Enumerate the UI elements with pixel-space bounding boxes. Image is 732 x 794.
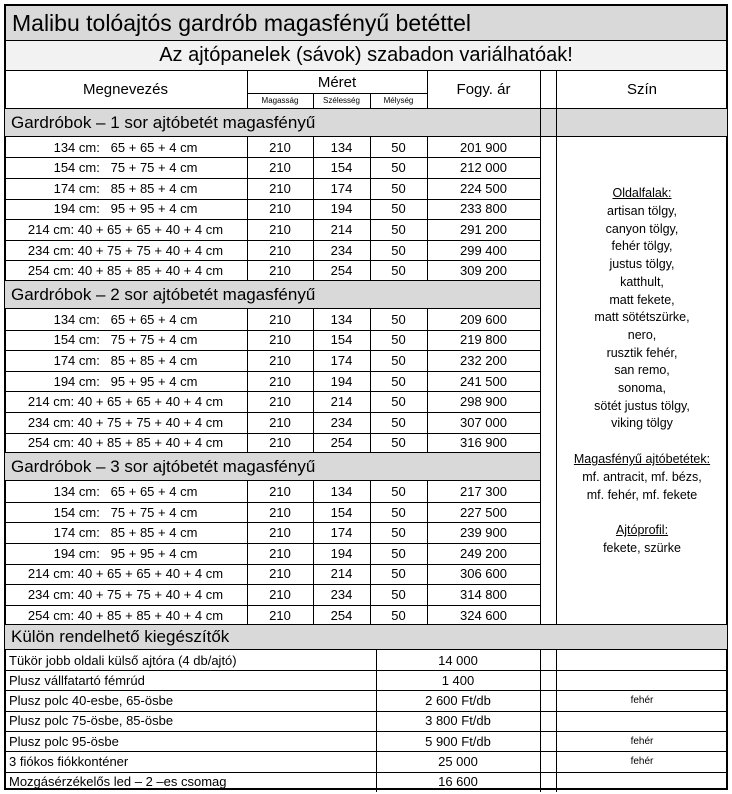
- grid-line: [376, 752, 377, 772]
- grid-line: [247, 240, 248, 260]
- row-width: 174: [330, 180, 353, 196]
- accessory-name: Tükör jobb oldali külső ajtóra (4 db/ajtó): [9, 652, 237, 668]
- row-height: 210: [269, 545, 291, 561]
- sidewall-option: sonoma,: [618, 381, 666, 396]
- row-price: 324 600: [460, 607, 507, 623]
- sidewall-option: sötét justus tölgy,: [594, 398, 690, 413]
- grid-line: [313, 219, 314, 239]
- accessory-name: Plusz polc 95-ösbe: [9, 733, 119, 749]
- accessory-name: Plusz polc 40-esbe, 65-ösbe: [9, 693, 174, 709]
- grid-line: [4, 280, 540, 281]
- grid-line: [370, 543, 371, 563]
- accessory-price: 16 600: [438, 774, 478, 790]
- header-color: Szín: [626, 81, 657, 98]
- grid-line: [427, 502, 428, 522]
- sidewall-option: viking tölgy: [611, 416, 673, 431]
- grid-line: [556, 691, 557, 711]
- accessory-color: fehér: [630, 695, 654, 707]
- row-depth: 50: [391, 373, 406, 389]
- accessory-color: [556, 650, 728, 670]
- grid-line: [427, 481, 428, 501]
- grid-line: [370, 219, 371, 239]
- grid-line: [370, 584, 371, 604]
- sidewall-option: matt sötétszürke,: [594, 310, 690, 325]
- grid-line: [427, 199, 428, 219]
- grid-line: [427, 433, 428, 453]
- grid-line: [370, 330, 371, 350]
- grid-line: [376, 772, 377, 792]
- row-name: 214 cm: 40 + 65 + 65 + 40 + 4 cm: [27, 566, 224, 582]
- row-depth: 50: [391, 139, 406, 155]
- grid-line: [370, 240, 371, 260]
- row-width: 214: [330, 394, 353, 410]
- row-price: 227 500: [460, 504, 507, 520]
- grid-line: [540, 772, 541, 792]
- row-price: 219 800: [460, 332, 507, 348]
- grid-line: [313, 240, 314, 260]
- grid-line: [427, 543, 428, 563]
- sidewall-option: justus tölgy,: [609, 257, 675, 272]
- inserts-label: Magasfényű ajtóbetétek:: [573, 452, 711, 467]
- grid-line: [427, 392, 428, 412]
- row-price: 212 000: [460, 160, 507, 176]
- grid-line: [376, 670, 377, 690]
- row-price: 298 900: [460, 394, 507, 410]
- row-name: 174 cm: 85 + 85 + 4 cm: [53, 353, 198, 369]
- row-depth: 50: [391, 263, 406, 279]
- grid-line: [247, 199, 248, 219]
- row-width: 194: [330, 201, 353, 217]
- row-height: 210: [269, 311, 291, 327]
- sidewall-option: san remo,: [614, 363, 670, 378]
- sidewall-option: canyon tölgy,: [605, 221, 679, 236]
- row-name: 134 cm: 65 + 65 + 4 cm: [53, 139, 198, 155]
- row-price: 232 200: [460, 353, 507, 369]
- grid-line: [247, 178, 248, 198]
- row-width: 254: [330, 435, 353, 451]
- row-depth: 50: [391, 201, 406, 217]
- header-name: Megnevezés: [82, 81, 169, 98]
- grid-line: [376, 711, 377, 731]
- header-width: Szélesség: [323, 96, 360, 105]
- row-width: 154: [330, 504, 353, 520]
- grid-line: [313, 392, 314, 412]
- grid-line: [427, 523, 428, 543]
- accessories-header: Külön rendelhető kiegészítők: [5, 625, 727, 649]
- row-height: 210: [269, 139, 291, 155]
- profile-label: Ajtóprofil:: [615, 523, 669, 538]
- row-depth: 50: [391, 222, 406, 238]
- grid-line: [313, 502, 314, 522]
- grid-line: [247, 605, 248, 625]
- accessory-color: [556, 711, 728, 731]
- grid-line: [540, 71, 541, 624]
- grid-line: [313, 564, 314, 584]
- row-price: 309 200: [460, 263, 507, 279]
- section-header: Gardróbok – 1 sor ajtóbetét magasfényű: [5, 109, 540, 136]
- row-height: 210: [269, 566, 291, 582]
- row-price: 217 300: [460, 484, 507, 500]
- header-price: Fogy. ár: [456, 81, 511, 98]
- accessory-price: 2 600 Ft/db: [425, 693, 491, 709]
- row-price: 249 200: [460, 545, 507, 561]
- grid-line: [427, 371, 428, 391]
- row-width: 174: [330, 525, 353, 541]
- grid-line: [313, 178, 314, 198]
- grid-line: [313, 605, 314, 625]
- insert-option: mf. antracit, mf. bézs,: [582, 469, 702, 484]
- row-height: 210: [269, 263, 291, 279]
- grid-line: [247, 309, 248, 329]
- accessory-price: 1 400: [441, 672, 475, 688]
- grid-line: [247, 543, 248, 563]
- grid-line: [247, 350, 248, 370]
- row-depth: 50: [391, 587, 406, 603]
- accessory-price: 3 800 Ft/db: [425, 713, 491, 729]
- grid-line: [427, 564, 428, 584]
- grid-line: [370, 350, 371, 370]
- row-name: 234 cm: 40 + 75 + 75 + 40 + 4 cm: [27, 242, 224, 258]
- grid-line: [427, 309, 428, 329]
- row-height: 210: [269, 160, 291, 176]
- row-width: 194: [330, 373, 353, 389]
- grid-line: [247, 261, 248, 281]
- grid-line: [370, 137, 371, 157]
- row-name: 134 cm: 65 + 65 + 4 cm: [53, 311, 198, 327]
- grid-line: [4, 452, 540, 453]
- grid-line: [556, 731, 557, 751]
- row-depth: 50: [391, 607, 406, 623]
- row-width: 154: [330, 160, 353, 176]
- grid-line: [247, 158, 248, 178]
- grid-line: [427, 261, 428, 281]
- sidewall-option: katthult,: [620, 274, 664, 289]
- color-options: [556, 137, 728, 624]
- row-height: 210: [269, 201, 291, 217]
- grid-line: [313, 543, 314, 563]
- grid-line: [313, 309, 314, 329]
- profile-group: [603, 522, 681, 557]
- grid-line: [540, 731, 541, 751]
- grid-line: [313, 412, 314, 432]
- grid-line: [427, 605, 428, 625]
- row-price: 209 600: [460, 311, 507, 327]
- grid-line: [427, 240, 428, 260]
- grid-line: [313, 199, 314, 219]
- grid-line: [247, 412, 248, 432]
- row-height: 210: [269, 242, 291, 258]
- grid-line: [370, 433, 371, 453]
- row-name: 174 cm: 85 + 85 + 4 cm: [53, 525, 198, 541]
- row-depth: 50: [391, 545, 406, 561]
- grid-line: [313, 137, 314, 157]
- grid-line: [370, 392, 371, 412]
- row-name: 174 cm: 85 + 85 + 4 cm: [53, 180, 198, 196]
- grid-line: [313, 481, 314, 501]
- grid-line: [427, 137, 428, 157]
- row-height: 210: [269, 332, 291, 348]
- row-depth: 50: [391, 332, 406, 348]
- row-height: 210: [269, 435, 291, 451]
- grid-line: [427, 158, 428, 178]
- row-name: 194 cm: 95 + 95 + 4 cm: [53, 373, 198, 389]
- row-width: 234: [330, 242, 353, 258]
- row-price: 224 500: [460, 180, 507, 196]
- row-depth: 50: [391, 525, 406, 541]
- grid-line: [247, 219, 248, 239]
- grid-line: [556, 711, 557, 731]
- row-name: 214 cm: 40 + 65 + 65 + 40 + 4 cm: [27, 222, 224, 238]
- sidewall-option: nero,: [627, 327, 657, 342]
- row-width: 174: [330, 353, 353, 369]
- row-name: 154 cm: 75 + 75 + 4 cm: [53, 332, 198, 348]
- section-color-cell: [557, 109, 727, 136]
- accessory-price: 5 900 Ft/db: [425, 733, 491, 749]
- row-height: 210: [269, 484, 291, 500]
- row-price: 314 800: [460, 587, 507, 603]
- row-height: 210: [269, 587, 291, 603]
- row-name: 194 cm: 95 + 95 + 4 cm: [53, 545, 198, 561]
- row-price: 306 600: [460, 566, 507, 582]
- sidewall-option: rusztik fehér,: [606, 345, 678, 360]
- row-width: 214: [330, 566, 353, 582]
- grid-line: [313, 93, 314, 108]
- row-height: 210: [269, 373, 291, 389]
- grid-line: [4, 108, 728, 109]
- grid-line: [556, 772, 557, 792]
- row-name: 234 cm: 40 + 75 + 75 + 40 + 4 cm: [27, 414, 224, 430]
- row-depth: 50: [391, 414, 406, 430]
- grid-line: [370, 481, 371, 501]
- row-width: 134: [330, 139, 353, 155]
- grid-line: [247, 481, 248, 501]
- row-depth: 50: [391, 353, 406, 369]
- grid-line: [247, 584, 248, 604]
- row-width: 254: [330, 607, 353, 623]
- profile-option: fekete, szürke: [603, 540, 681, 555]
- row-depth: 50: [391, 160, 406, 176]
- row-price: 307 000: [460, 414, 507, 430]
- row-depth: 50: [391, 504, 406, 520]
- grid-line: [370, 564, 371, 584]
- row-name: 234 cm: 40 + 75 + 75 + 40 + 4 cm: [27, 587, 224, 603]
- grid-line: [540, 691, 541, 711]
- row-width: 134: [330, 311, 353, 327]
- row-height: 210: [269, 353, 291, 369]
- sidewalls-label: Oldalfalak:: [612, 186, 672, 201]
- accessory-name: Plusz vállfatartó fémrúd: [9, 672, 145, 688]
- row-width: 234: [330, 587, 353, 603]
- row-name: 134 cm: 65 + 65 + 4 cm: [53, 484, 198, 500]
- grid-line: [427, 584, 428, 604]
- accessory-color: [556, 670, 728, 690]
- insert-option: mf. fehér, mf. fekete: [586, 487, 698, 502]
- grid-line: [313, 523, 314, 543]
- grid-line: [370, 93, 371, 108]
- row-price: 233 800: [460, 201, 507, 217]
- grid-line: [427, 330, 428, 350]
- row-name: 154 cm: 75 + 75 + 4 cm: [53, 160, 198, 176]
- grid-line: [370, 605, 371, 625]
- section-gap-cell: [541, 109, 556, 136]
- grid-line: [376, 650, 377, 670]
- row-price: 241 500: [460, 373, 507, 389]
- grid-line: [370, 158, 371, 178]
- row-width: 254: [330, 263, 353, 279]
- grid-line: [556, 752, 557, 772]
- grid-line: [540, 711, 541, 731]
- grid-line: [247, 502, 248, 522]
- accessory-color: fehér: [630, 735, 654, 747]
- grid-line: [313, 350, 314, 370]
- grid-line: [247, 71, 248, 108]
- grid-line: [427, 412, 428, 432]
- row-name: 254 cm: 40 + 85 + 85 + 40 + 4 cm: [27, 435, 224, 451]
- accessory-name: Mozgásérzékelős led – 2 –es csomag: [9, 774, 227, 790]
- row-width: 214: [330, 222, 353, 238]
- grid-line: [540, 752, 541, 772]
- grid-line: [313, 433, 314, 453]
- grid-line: [247, 330, 248, 350]
- row-width: 234: [330, 414, 353, 430]
- grid-line: [370, 412, 371, 432]
- row-depth: 50: [391, 394, 406, 410]
- row-name: 214 cm: 40 + 65 + 65 + 40 + 4 cm: [27, 394, 224, 410]
- grid-line: [313, 261, 314, 281]
- row-depth: 50: [391, 180, 406, 196]
- grid-line: [247, 137, 248, 157]
- sidewall-option: fehér tölgy,: [611, 239, 673, 254]
- row-depth: 50: [391, 311, 406, 327]
- accessory-color: [556, 772, 728, 792]
- accessory-price: 14 000: [438, 652, 478, 668]
- row-height: 210: [269, 180, 291, 196]
- grid-line: [376, 691, 377, 711]
- accessory-name: 3 fiókos fiókkonténer: [9, 754, 129, 769]
- grid-line: [370, 199, 371, 219]
- row-price: 201 900: [460, 139, 507, 155]
- grid-line: [313, 158, 314, 178]
- row-width: 194: [330, 545, 353, 561]
- row-height: 210: [269, 394, 291, 410]
- grid-line: [540, 670, 541, 690]
- accessory-color: fehér: [630, 756, 654, 767]
- row-price: 316 900: [460, 435, 507, 451]
- grid-line: [427, 178, 428, 198]
- row-depth: 50: [391, 242, 406, 258]
- row-name: 194 cm: 95 + 95 + 4 cm: [53, 201, 198, 217]
- row-depth: 50: [391, 435, 406, 451]
- row-height: 210: [269, 222, 291, 238]
- grid-line: [556, 650, 557, 670]
- row-height: 210: [269, 504, 291, 520]
- header-height: Magasság: [261, 96, 299, 105]
- section-header: Gardróbok – 2 sor ajtóbetét magasfényű: [5, 281, 540, 308]
- inserts-group: [574, 451, 710, 504]
- grid-line: [376, 731, 377, 751]
- row-price: 239 900: [460, 525, 507, 541]
- grid-line: [427, 350, 428, 370]
- grid-line: [313, 330, 314, 350]
- sidewall-option: matt fekete,: [609, 292, 675, 307]
- grid-line: [370, 261, 371, 281]
- row-height: 210: [269, 607, 291, 623]
- grid-line: [247, 392, 248, 412]
- row-width: 134: [330, 484, 353, 500]
- grid-line: [247, 523, 248, 543]
- grid-line: [247, 564, 248, 584]
- grid-line: [370, 371, 371, 391]
- grid-line: [427, 219, 428, 239]
- row-name: 154 cm: 75 + 75 + 4 cm: [53, 504, 198, 520]
- accessory-name: Plusz polc 75-ösbe, 85-ösbe: [9, 713, 174, 729]
- row-height: 210: [269, 414, 291, 430]
- page-subtitle: Az ajtópanelek (sávok) szabadon variálhatóak!: [6, 41, 726, 70]
- grid-line: [370, 309, 371, 329]
- grid-line: [556, 670, 557, 690]
- grid-line: [540, 650, 541, 670]
- section-header: Gardróbok – 3 sor ajtóbetét magasfényű: [5, 453, 540, 480]
- row-price: 299 400: [460, 242, 507, 258]
- row-width: 154: [330, 332, 353, 348]
- row-depth: 50: [391, 566, 406, 582]
- row-height: 210: [269, 525, 291, 541]
- header-size: Méret: [317, 73, 357, 91]
- grid-line: [313, 584, 314, 604]
- accessory-price: 25 000: [438, 754, 478, 769]
- sidewalls-group: [594, 185, 690, 433]
- grid-line: [370, 502, 371, 522]
- row-price: 291 200: [460, 222, 507, 238]
- row-name: 254 cm: 40 + 85 + 85 + 40 + 4 cm: [27, 263, 224, 279]
- grid-line: [313, 371, 314, 391]
- grid-line: [247, 433, 248, 453]
- header-depth: Mélység: [383, 96, 414, 105]
- row-name: 254 cm: 40 + 85 + 85 + 40 + 4 cm: [27, 607, 224, 623]
- row-depth: 50: [391, 484, 406, 500]
- sidewall-option: artisan tölgy,: [607, 204, 677, 219]
- page-title: Malibu tolóajtós gardrób magasfényű betéttel: [6, 6, 726, 40]
- grid-line: [370, 523, 371, 543]
- grid-line: [370, 178, 371, 198]
- grid-line: [427, 71, 428, 108]
- grid-line: [247, 371, 248, 391]
